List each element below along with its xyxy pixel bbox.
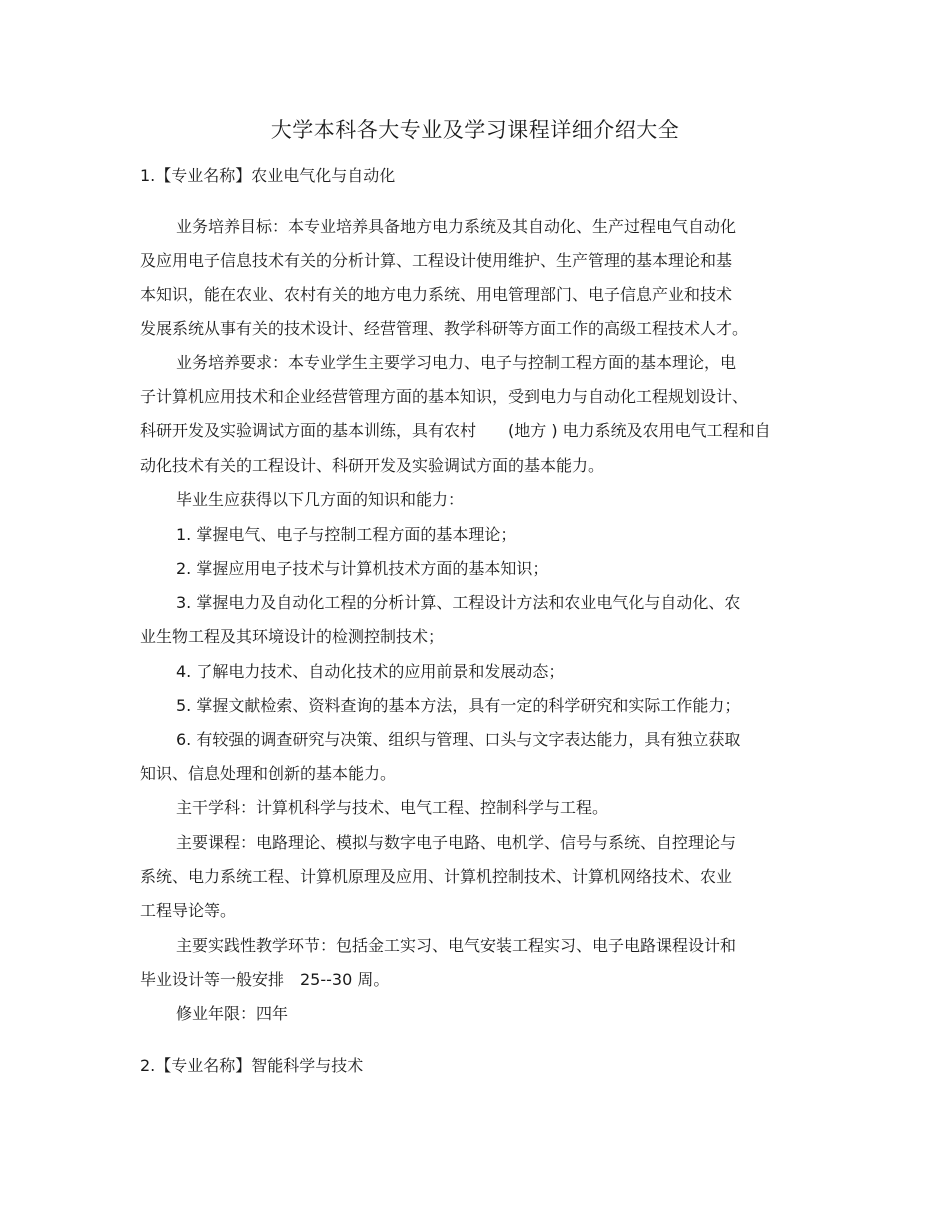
paragraph-line: 毕业设计等一般安排 25--30 周。 — [140, 970, 390, 989]
paragraph-line: 及应用电子信息技术有关的分析计算、工程设计使用维护、生产管理的基本理论和基 — [140, 251, 733, 270]
paragraph-line: 本知识，能在农业、农村有关的地方电力系统、用电管理部门、电子信息产业和技术 — [140, 285, 733, 304]
paragraph-line: 工程导论等。 — [140, 901, 237, 920]
document-title: 大学本科各大专业及学习课程详细介绍大全 — [270, 118, 680, 142]
paragraph-line: 动化技术有关的工程设计、科研开发及实验调试方面的基本能力。 — [140, 456, 605, 475]
paragraph-line: 修业年限：四年 — [176, 1004, 289, 1023]
section-2-heading: 2.【专业名称】智能科学与技术 — [140, 1056, 364, 1075]
list-item-continuation: 业生物工程及其环境设计的检测控制技术； — [140, 627, 445, 646]
paragraph-line: 主要课程：电路理论、模拟与数字电子电路、电机学、信号与系统、自控理论与 — [176, 833, 737, 852]
list-item: 6. 有较强的调查研究与决策、组织与管理、口头与文字表达能力，具有独立获取 — [176, 730, 741, 749]
paragraph-line: 主要实践性教学环节：包括金工实习、电气安装工程实习、电子电路课程设计和 — [176, 936, 737, 955]
paragraph-line: 主干学科：计算机科学与技术、电气工程、控制科学与工程。 — [176, 798, 609, 817]
section-1-heading: 1.【专业名称】农业电气化与自动化 — [140, 166, 396, 185]
paragraph-line: 系统、电力系统工程、计算机原理及应用、计算机控制技术、计算机网络技术、农业 — [140, 867, 733, 886]
list-item: 1. 掌握电气、电子与控制工程方面的基本理论； — [176, 525, 517, 544]
list-item: 2. 掌握应用电子技术与计算机技术方面的基本知识； — [176, 559, 549, 578]
list-item-continuation: 知识、信息处理和创新的基本能力。 — [140, 764, 397, 783]
list-item: 4. 了解电力技术、自动化技术的应用前景和发展动态； — [176, 662, 565, 681]
list-item: 5. 掌握文献检索、资料查询的基本方法，具有一定的科学研究和实际工作能力； — [176, 696, 741, 715]
paragraph-line: 业务培养目标：本专业培养具备地方电力系统及其自动化、生产过程电气自动化 — [176, 217, 737, 236]
paragraph-line: 业务培养要求：本专业学生主要学习电力、电子与控制工程方面的基本理论，电 — [176, 353, 737, 372]
paragraph-line: 子计算机应用技术和企业经营管理方面的基本知识，受到电力与自动化工程规划设计、 — [140, 387, 749, 406]
list-item: 3. 掌握电力及自动化工程的分析计算、工程设计方法和农业电气化与自动化、农 — [176, 593, 741, 612]
paragraph-line: 发展系统从事有关的技术设计、经营管理、教学科研等方面工作的高级工程技术人才。 — [140, 319, 749, 338]
paragraph-line: 科研开发及实验调试方面的基本训练，具有农村 (地方 ) 电力系统及农用电气工程和自 — [140, 421, 771, 440]
paragraph-line: 毕业生应获得以下几方面的知识和能力： — [176, 490, 465, 509]
